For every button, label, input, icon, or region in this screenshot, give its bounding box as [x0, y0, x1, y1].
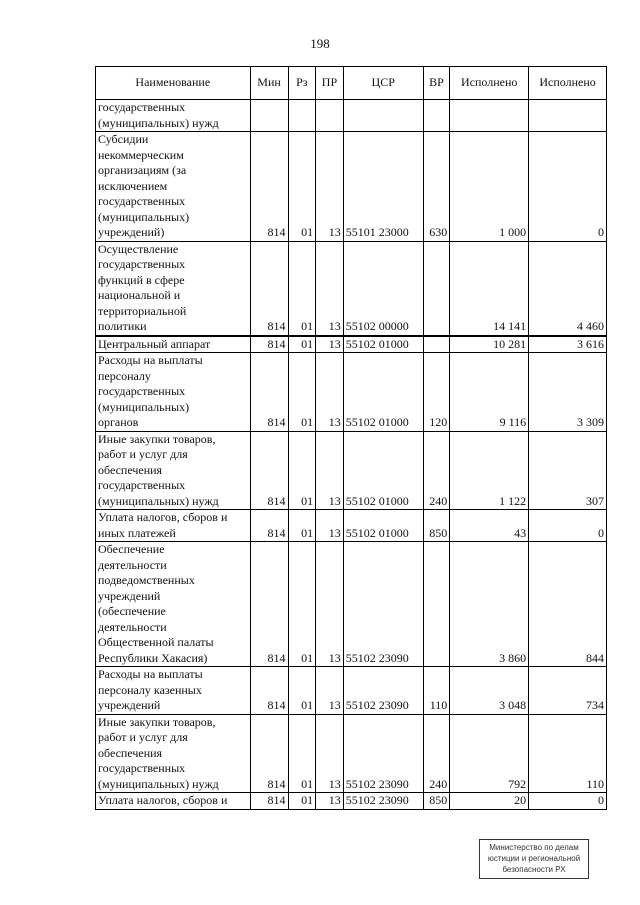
ministry-stamp — [479, 839, 589, 879]
cell-name: Обеспечение деятельности подведомственных учреждений (обеспечение деятельности Общественной палаты Республики Хакасия) — [96, 542, 251, 667]
cell-executed-1: 3 048 — [450, 667, 529, 715]
table-row — [96, 100, 607, 132]
page-number: 198 — [310, 36, 330, 51]
cell-min — [250, 100, 288, 132]
cell-min: 814 — [250, 353, 288, 432]
cell-csr: 55102 23090 — [343, 542, 423, 667]
header-min: Мин — [250, 67, 288, 100]
cell-executed-1: 792 — [450, 714, 529, 793]
cell-vr — [423, 100, 450, 132]
cell-executed-2: 0 — [529, 132, 607, 242]
cell-csr: 55102 01000 — [343, 510, 423, 542]
table-row — [96, 714, 607, 793]
cell-pr: 13 — [316, 353, 344, 432]
cell-executed-2: 0 — [529, 793, 607, 810]
cell-csr: 55102 23090 — [343, 793, 423, 810]
cell-name: Иные закупки товаров, работ и услуг для обеспечения государственных (муниципальных) нужд — [96, 714, 251, 793]
cell-vr — [423, 542, 450, 667]
cell-vr — [423, 241, 450, 336]
table-row — [96, 793, 607, 810]
header-executed-2: Исполнено — [529, 67, 607, 100]
cell-csr: 55101 23000 — [343, 132, 423, 242]
cell-executed-2 — [529, 100, 607, 132]
cell-executed-2: 3 309 — [529, 353, 607, 432]
table-row — [96, 667, 607, 715]
cell-rz: 01 — [288, 132, 316, 242]
cell-executed-2: 4 460 — [529, 241, 607, 336]
header-rz: Рз — [288, 67, 316, 100]
cell-rz: 01 — [288, 667, 316, 715]
cell-rz: 01 — [288, 241, 316, 336]
table-row — [96, 542, 607, 667]
table-row — [96, 132, 607, 242]
cell-name: Центральный аппарат — [96, 336, 251, 353]
cell-vr: 850 — [423, 510, 450, 542]
cell-executed-1: 1 122 — [450, 431, 529, 510]
header-csr: ЦСР — [343, 67, 423, 100]
cell-pr: 13 — [316, 241, 344, 336]
cell-min: 814 — [250, 510, 288, 542]
cell-rz: 01 — [288, 510, 316, 542]
table-body — [96, 100, 607, 810]
cell-name: Субсидии некоммерческим организациям (за исключением государственных (муниципальных) учреждений) — [96, 132, 251, 242]
cell-vr: 240 — [423, 431, 450, 510]
table-row — [96, 336, 607, 353]
cell-vr: 630 — [423, 132, 450, 242]
cell-min: 814 — [250, 431, 288, 510]
cell-pr: 13 — [316, 714, 344, 793]
header-executed-1: Исполнено — [450, 67, 529, 100]
cell-csr — [343, 100, 423, 132]
stamp-line: юстиции и региональной — [487, 854, 581, 863]
cell-rz: 01 — [288, 336, 316, 353]
cell-pr: 13 — [316, 667, 344, 715]
header-pr: ПР — [316, 67, 344, 100]
cell-vr: 850 — [423, 793, 450, 810]
cell-pr: 13 — [316, 542, 344, 667]
cell-pr: 13 — [316, 793, 344, 810]
cell-executed-1: 10 281 — [450, 336, 529, 353]
cell-executed-2: 734 — [529, 667, 607, 715]
cell-name: Расходы на выплаты персоналу казенных учреждений — [96, 667, 251, 715]
cell-min: 814 — [250, 793, 288, 810]
cell-name: государственных (муниципальных) нужд — [96, 100, 251, 132]
cell-name: Уплата налогов, сборов и — [96, 793, 251, 810]
cell-pr: 13 — [316, 336, 344, 353]
table-row — [96, 510, 607, 542]
stamp-line: Министерство по делам — [489, 843, 579, 852]
cell-executed-1: 9 116 — [450, 353, 529, 432]
cell-executed-1: 20 — [450, 793, 529, 810]
cell-rz — [288, 100, 316, 132]
cell-vr — [423, 336, 450, 353]
cell-csr: 55102 23090 — [343, 667, 423, 715]
table-row — [96, 353, 607, 432]
stamp-line: безопасности РХ — [502, 865, 566, 874]
cell-csr: 55102 01000 — [343, 431, 423, 510]
cell-min: 814 — [250, 241, 288, 336]
cell-executed-2: 844 — [529, 542, 607, 667]
cell-min: 814 — [250, 542, 288, 667]
cell-rz: 01 — [288, 542, 316, 667]
cell-min: 814 — [250, 336, 288, 353]
cell-vr: 110 — [423, 667, 450, 715]
header-vr: ВР — [423, 67, 450, 100]
cell-name: Осуществление государственных функций в сфере национальной и территориальной политики — [96, 241, 251, 336]
cell-executed-2: 3 616 — [529, 336, 607, 353]
cell-csr: 55102 01000 — [343, 336, 423, 353]
cell-name: Уплата налогов, сборов и иных платежей — [96, 510, 251, 542]
cell-name: Расходы на выплаты персоналу государственных (муниципальных) органов — [96, 353, 251, 432]
table-row — [96, 241, 607, 336]
cell-name: Иные закупки товаров, работ и услуг для обеспечения государственных (муниципальных) нужд — [96, 431, 251, 510]
cell-rz: 01 — [288, 353, 316, 432]
table-row — [96, 431, 607, 510]
budget-table — [95, 66, 607, 810]
cell-rz: 01 — [288, 431, 316, 510]
cell-min: 814 — [250, 132, 288, 242]
cell-csr: 55102 01000 — [343, 353, 423, 432]
cell-executed-2: 0 — [529, 510, 607, 542]
cell-pr: 13 — [316, 510, 344, 542]
cell-csr: 55102 00000 — [343, 241, 423, 336]
cell-vr: 120 — [423, 353, 450, 432]
cell-executed-1: 1 000 — [450, 132, 529, 242]
cell-rz: 01 — [288, 714, 316, 793]
header-name: Наименование — [96, 67, 251, 100]
cell-pr — [316, 100, 344, 132]
cell-executed-2: 110 — [529, 714, 607, 793]
cell-min: 814 — [250, 714, 288, 793]
cell-executed-1: 14 141 — [450, 241, 529, 336]
cell-min: 814 — [250, 667, 288, 715]
cell-pr: 13 — [316, 431, 344, 510]
cell-executed-1: 3 860 — [450, 542, 529, 667]
cell-csr: 55102 23090 — [343, 714, 423, 793]
cell-pr: 13 — [316, 132, 344, 242]
cell-executed-1 — [450, 100, 529, 132]
cell-executed-2: 307 — [529, 431, 607, 510]
table-header — [96, 67, 607, 100]
cell-vr: 240 — [423, 714, 450, 793]
cell-executed-1: 43 — [450, 510, 529, 542]
cell-rz: 01 — [288, 793, 316, 810]
